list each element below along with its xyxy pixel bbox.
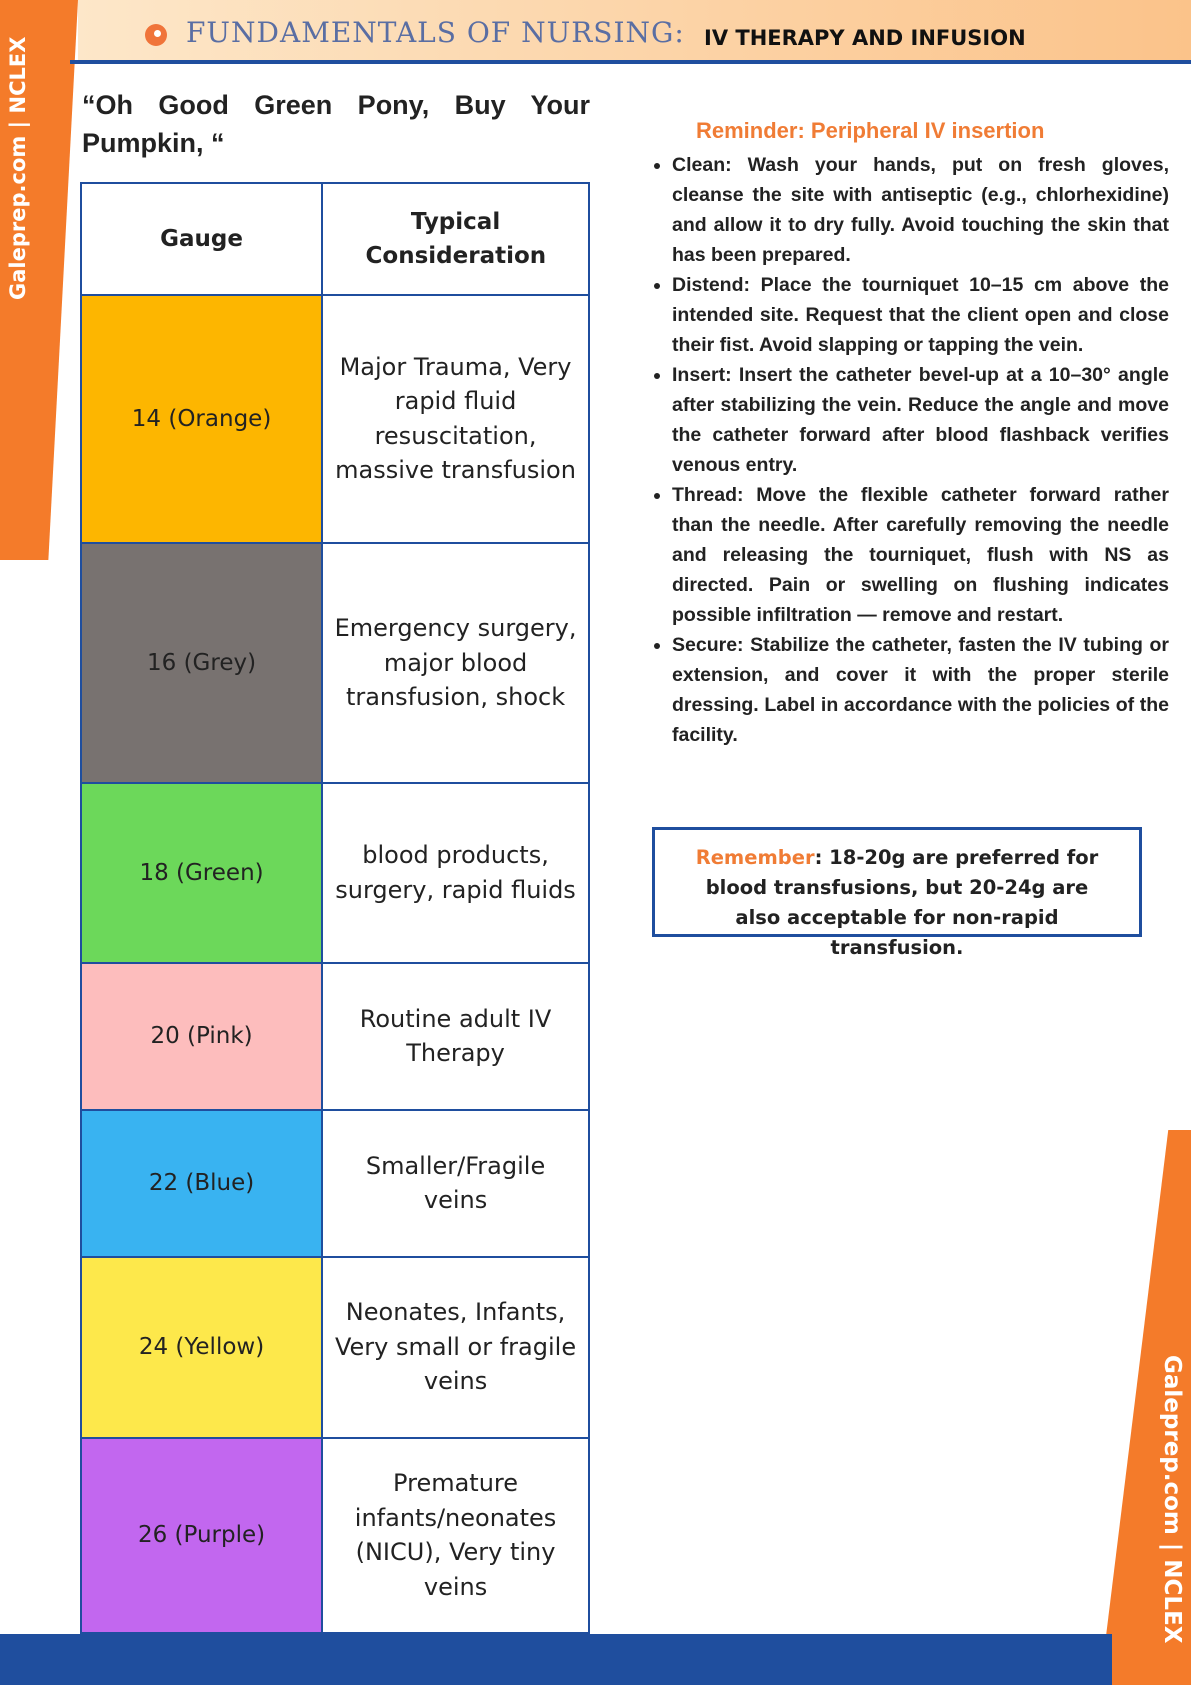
list-item: • Distend: Place the tourniquet 10–15 cm above the intended site. Request that the client open and close their fist. Avoid slapping or tapping the vein. xyxy=(672,270,1169,360)
left-brand-text: Galeprep.com | NCLEX xyxy=(6,36,30,300)
table-row xyxy=(81,1257,589,1438)
list-item: • Insert: Insert the catheter bevel-up at a 10–30° angle after stabilizing the vein. Reduce the angle and move the catheter forward after blood flashback verifies venous entry. xyxy=(672,360,1169,480)
gauge-cell-20: 20 (Pink) xyxy=(81,963,322,1110)
table-row xyxy=(81,783,589,963)
reminder-title: Reminder: Peripheral IV insertion xyxy=(696,118,1045,143)
table-row xyxy=(81,1438,589,1633)
table-row xyxy=(81,1110,589,1257)
gauge-cell-16: 16 (Grey) xyxy=(81,543,322,782)
table-row xyxy=(81,295,589,544)
gauge-cell-22: 22 (Blue) xyxy=(81,1110,322,1257)
consideration-cell-14: Major Trauma, Very rapid fluid resuscitation, massive transfusion xyxy=(322,295,589,544)
remember-note-box xyxy=(652,827,1142,959)
consideration-cell-18: blood products, surgery, rapid fluids xyxy=(322,783,589,963)
consideration-cell-24: Neonates, Infants, Very small or fragile veins xyxy=(322,1257,589,1438)
table-row xyxy=(81,543,589,782)
consideration-cell-22: Smaller/Fragile veins xyxy=(322,1110,589,1257)
consideration-cell-26: Premature infants/neonates (NICU), Very tiny veins xyxy=(322,1438,589,1633)
bird-logo-icon xyxy=(145,24,167,46)
table-header-row xyxy=(81,183,589,295)
table-row xyxy=(81,963,589,1110)
gauge-cell-24: 24 (Yellow) xyxy=(81,1257,322,1438)
list-item: • Thread: Move the flexible catheter forward rather than the needle. After carefully removing the needle and releasing the tourniquet, flush with NS as directed. Pain or swelling on flushing indicates possible infiltration — remove and restart. xyxy=(672,480,1169,630)
page-subtitle: IV THERAPY AND INFUSION xyxy=(704,26,1026,50)
gauge-cell-14: 14 (Orange) xyxy=(81,295,322,544)
right-brand-text: Galeprep.com | NCLEX xyxy=(1159,1355,1185,1644)
consideration-column-header: Typical Consideration xyxy=(322,183,589,295)
consideration-cell-16: Emergency surgery, major blood transfusion, shock xyxy=(322,543,589,782)
mnemonic-text: “Oh Good Green Pony, Buy Your Pumpkin, “ xyxy=(82,90,590,158)
gauge-cell-18: 18 (Green) xyxy=(81,783,322,963)
gauge-table xyxy=(80,182,590,1634)
insertion-steps-list xyxy=(647,150,1169,750)
consideration-cell-20: Routine adult IV Therapy xyxy=(322,963,589,1110)
list-item: • Clean: Wash your hands, put on fresh gloves, cleanse the site with antiseptic (e.g., chlorhexidine) and allow it to dry fully. Avoid touching the skin that has been prepared. xyxy=(672,150,1169,270)
footer-bar xyxy=(0,1634,1112,1685)
gauge-column-header: Gauge xyxy=(81,183,322,295)
page-title: FUNDAMENTALS OF NURSING: xyxy=(186,16,685,49)
remember-label: Remember xyxy=(695,846,815,869)
list-item: • Secure: Stabilize the catheter, fasten the IV tubing or extension, and cover it with the proper sterile dressing. Label in accordance with the policies of the facility. xyxy=(672,630,1169,750)
remember-text: : 18-20g are preferred for blood transfusions, but 20-24g are also acceptable for non-rapid transfusion. xyxy=(705,846,1099,959)
header-divider xyxy=(70,60,1191,64)
gauge-cell-26: 26 (Purple) xyxy=(81,1438,322,1633)
